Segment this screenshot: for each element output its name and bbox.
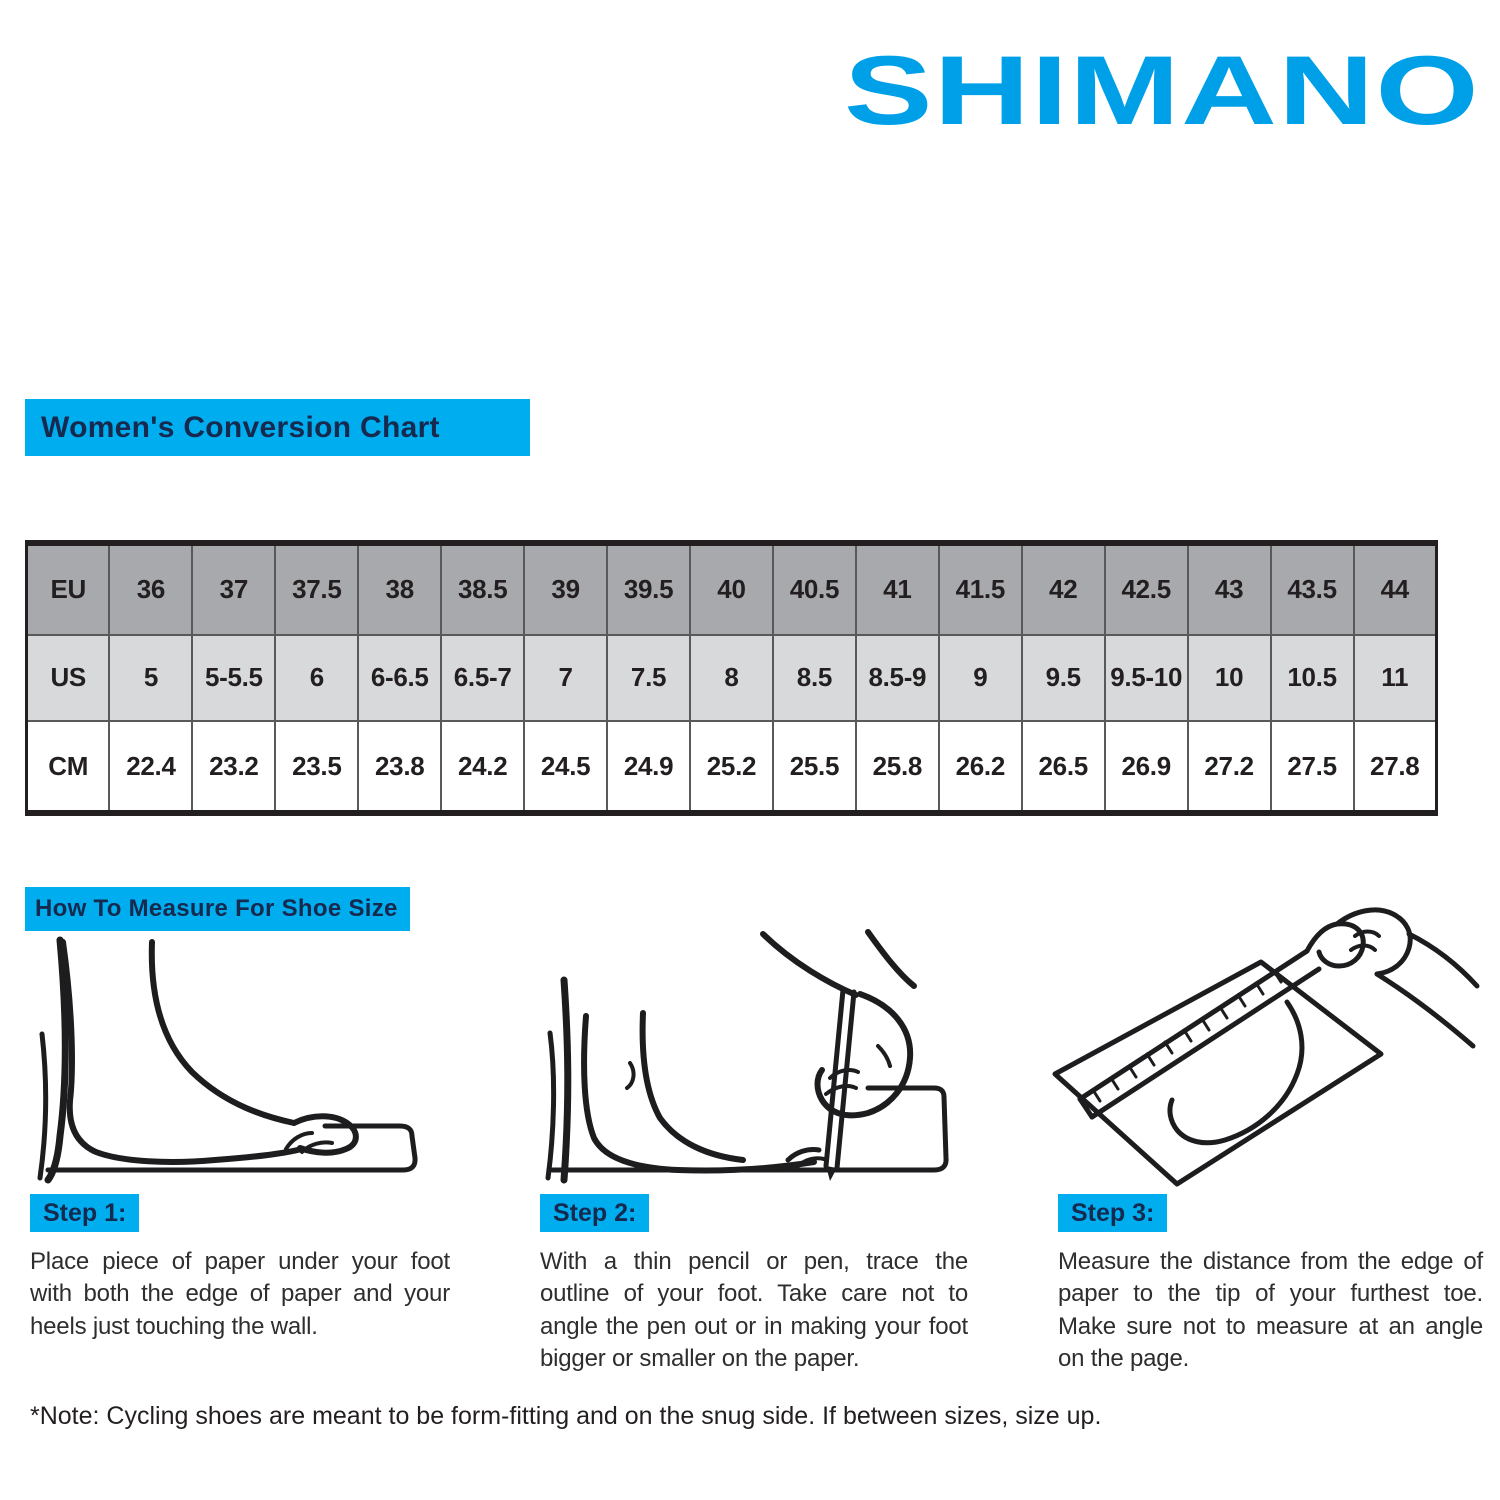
foot-against-wall-illustration [30,936,465,1186]
row-label: EU [27,543,110,635]
size-cell: 36 [109,543,192,635]
table-row [27,721,1437,813]
section-title-womens-conversion-chart: Women's Conversion Chart [25,399,530,456]
size-cell: 27.5 [1271,721,1354,813]
size-cell: 24.5 [524,721,607,813]
size-cell: 25.2 [690,721,773,813]
size-cell: 26.5 [1022,721,1105,813]
size-cell: 10.5 [1271,635,1354,722]
table-row [27,635,1437,722]
measuring-with-ruler-illustration [1025,874,1485,1194]
foot-against-wall-drawing [30,936,465,1186]
size-cell: 6.5-7 [441,635,524,722]
size-cell: 11 [1354,635,1437,722]
size-cell: 5-5.5 [192,635,275,722]
size-cell: 25.8 [856,721,939,813]
conversion-table-grid [25,540,1438,816]
size-cell: 23.8 [358,721,441,813]
size-cell: 6-6.5 [358,635,441,722]
size-cell: 38.5 [441,543,524,635]
row-label: CM [27,721,110,813]
step-1-banner: Step 1: [30,1194,139,1232]
size-cell: 23.2 [192,721,275,813]
size-cell: 22.4 [109,721,192,813]
step-2-banner: Step 2: [540,1194,649,1232]
size-cell: 8.5-9 [856,635,939,722]
size-cell: 26.2 [939,721,1022,813]
size-cell: 24.9 [607,721,690,813]
size-cell: 40 [690,543,773,635]
size-cell: 38 [358,543,441,635]
step-2-description: With a thin pencil or pen, trace the outline of your foot. Take care not to angle the pen out or in making your foot bigger or smaller on the paper. [540,1248,968,1373]
size-cell: 9 [939,635,1022,722]
section-title-how-to-measure: How To Measure For Shoe Size [25,887,410,931]
step-3-banner: Step 3: [1058,1194,1167,1232]
size-cell: 8.5 [773,635,856,722]
size-cell: 8 [690,635,773,722]
table-row [27,543,1437,635]
step-3-description: Measure the distance from the edge of paper to the tip of your furthest toe. Make sure not to measure at an angle on the page. [1058,1248,1483,1373]
size-cell: 43.5 [1271,543,1354,635]
size-cell: 24.2 [441,721,524,813]
conversion-table-body [27,543,1437,813]
size-cell: 25.5 [773,721,856,813]
size-cell: 27.2 [1188,721,1271,813]
size-cell: 41 [856,543,939,635]
tracing-foot-illustration [538,928,963,1188]
size-cell: 9.5 [1022,635,1105,722]
size-cell: 10 [1188,635,1271,722]
size-cell: 6 [275,635,358,722]
size-cell: 23.5 [275,721,358,813]
size-cell: 7.5 [607,635,690,722]
size-cell: 27.8 [1354,721,1437,813]
size-cell: 26.9 [1105,721,1188,813]
shimano-logo-text: SHIMANO [844,36,1480,144]
size-cell: 37.5 [275,543,358,635]
size-cell: 41.5 [939,543,1022,635]
size-cell: 7 [524,635,607,722]
size-cell: 37 [192,543,275,635]
row-label: US [27,635,110,722]
conversion-table [25,540,1438,816]
tracing-foot-drawing [538,928,963,1188]
size-cell: 43 [1188,543,1271,635]
measuring-with-ruler-drawing [1025,874,1485,1194]
shimano-logo-wordmark [842,36,1487,144]
size-cell: 40.5 [773,543,856,635]
size-cell: 9.5-10 [1105,635,1188,722]
size-cell: 5 [109,635,192,722]
size-cell: 44 [1354,543,1437,635]
size-cell: 39.5 [607,543,690,635]
size-cell: 42.5 [1105,543,1188,635]
shimano-logo [842,36,1487,144]
step-1-description: Place piece of paper under your foot with both the edge of paper and your heels just touching the wall. [30,1248,450,1340]
size-cell: 42 [1022,543,1105,635]
size-cell: 39 [524,543,607,635]
sizing-footnote: *Note: Cycling shoes are meant to be form-fitting and on the snug side. If between sizes, size up. [30,1402,1102,1430]
